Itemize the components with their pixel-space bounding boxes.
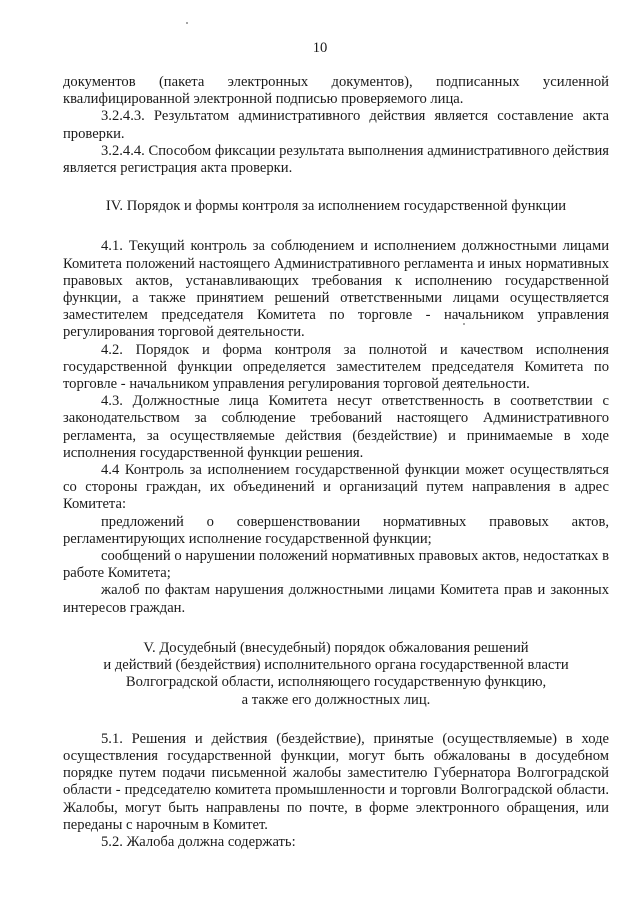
paragraph-5-2: 5.2. Жалоба должна содержать:	[101, 833, 296, 850]
paragraph-3-2-4-4: 3.2.4.4. Способом фиксации результата выполнения административного действия является регистрация акта проверки.	[63, 142, 609, 177]
paragraph-3-2-4-3: 3.2.4.3. Результатом административного действия является составление акта проверки.	[63, 108, 609, 142]
list-item-complaints: жалоб по фактам нарушения должностными лицами Комитета прав и законных интересов граждан.	[63, 582, 609, 616]
section-5-heading	[63, 640, 609, 709]
list-item-reports: сообщений о нарушении положений нормативных правовых актов, недостатках в работе Комитета;	[63, 548, 609, 582]
paragraph-continuation: документов (пакета электронных документов), подписанных усиленной квалифицированной электронной подписью проверяемого лица.	[63, 74, 609, 108]
paragraph-4-2: 4.2. Порядок и форма контроля за полнотой и качеством исполнения государственной функции определяется заместителем председателя Комитета по торговле - начальником управления регулирования торговой деятельности.	[63, 341, 609, 393]
page-number: 10	[312, 40, 328, 56]
section-5-heading-line: Волгоградской области, исполняющего государственную функцию,	[125, 674, 547, 691]
paragraph-4-3: 4.3. Должностные лица Комитета несут ответственность в соответствии с законодательством за соблюдение требований настоящего Административного регламента, за осуществляемые действия (бездействие) и принимаемые в ходе исполнения государственной функции решения.	[63, 393, 609, 461]
paragraph-5-1: 5.1. Решения и действия (бездействие), принятые (осуществляемые) в ходе осуществления государственной функции, могут быть обжалованы в досудебном порядке путем подачи письменной жалобы заместителю Губернатора Волгоградской области - председателю комитета промышленности и торговли Волгоградской области. Жалобы, могут быть направлены по почте, в форме электронного обращения, или переданы с нарочным в Комитет.	[63, 730, 609, 833]
section-5-heading-line: и действий (бездействия) исполнительного органа государственной власти	[103, 657, 569, 674]
document-body	[63, 74, 609, 851]
section-5-heading-line: V. Досудебный (внесудебный) порядок обжалования решений	[143, 639, 529, 656]
section-4-heading: IV. Порядок и формы контроля за исполнением государственной функции	[105, 198, 567, 215]
paragraph-4-1: 4.1. Текущий контроль за соблюдением и исполнением должностными лицами Комитета положений настоящего Административного регламента и иных нормативных правовых актов, устанавливающих требования к исполнению государственной функции, а также принятием решений ответственными лицами осуществляется заместителем председателя Комитета по торговле - начальником управления регулирования торговой деятельности.	[63, 238, 609, 341]
list-item-proposals: предложений о совершенствовании нормативных правовых актов, регламентирующих исполнение государственной функции;	[63, 513, 609, 547]
scan-speck	[186, 22, 188, 24]
section-5-heading-line: а также его должностных лиц.	[241, 691, 431, 708]
paragraph-4-4: 4.4 Контроль за исполнением государственной функции может осуществляться со стороны граждан, их объединений и организаций путем направления в адрес Комитета:	[63, 462, 609, 513]
